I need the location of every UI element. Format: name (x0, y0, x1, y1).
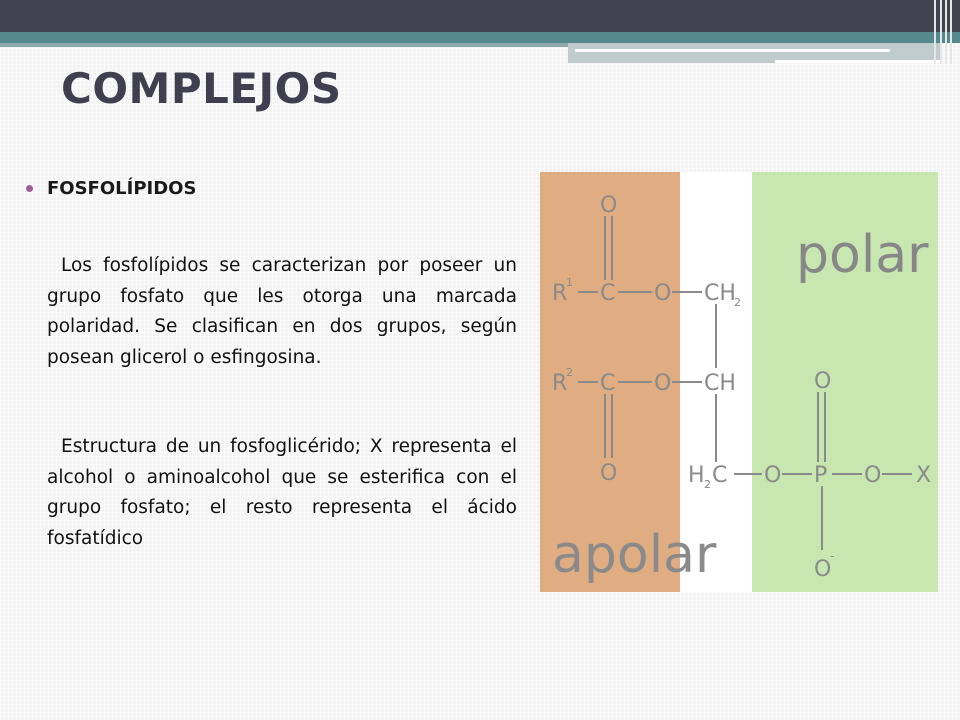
atom-o1-top: O (600, 193, 618, 218)
atom-r2-superscript: 2 (566, 366, 573, 379)
atom-o2-bottom: O (600, 461, 618, 486)
slide-title: COMPLEJOS (61, 64, 342, 113)
atom-ch2: CH (704, 281, 736, 306)
atom-r2: R (552, 371, 568, 396)
atom-r1-superscript: 1 (566, 276, 573, 289)
bullet-dot-icon (26, 185, 33, 192)
atom-p: P (814, 463, 828, 488)
atom-h2c-c: C (712, 463, 728, 488)
phosphoglyceride-structure-figure (540, 172, 938, 592)
apolar-label: apolar (552, 525, 717, 585)
atom-o2: O (654, 371, 672, 396)
header-highlight-line (575, 49, 890, 52)
atom-o-phosphate-bottom: O (814, 557, 832, 582)
atom-c1: C (600, 281, 616, 306)
atom-o-minus: - (830, 549, 835, 563)
atom-x: X (916, 463, 932, 488)
atom-h2c-subscript: 2 (704, 478, 711, 491)
atom-o1: O (654, 281, 672, 306)
header-bar (0, 0, 960, 32)
atom-ch2-subscript: 2 (734, 296, 741, 309)
polar-label: polar (796, 225, 929, 285)
atom-ch: CH (704, 371, 736, 396)
atom-c2: C (600, 371, 616, 396)
atom-o4: O (864, 463, 882, 488)
bullet-label: FOSFOLÍPIDOS (47, 178, 197, 199)
header-highlight-line-2 (775, 60, 940, 63)
header-accent-band (0, 32, 960, 43)
header-vertical-lines (928, 0, 960, 64)
bullet-item (26, 178, 196, 199)
header-shadow-band (0, 43, 570, 47)
atom-r1: R (552, 281, 568, 306)
atom-h2c-h: H (688, 463, 705, 488)
atom-o-phosphate-top: O (814, 369, 832, 394)
structure-caption-paragraph: Estructura de un fosfoglicérido; X representa el alcohol o aminoalcohol que se esterifica con el grupo fosfato; el resto representa el ácido fosfatídico (47, 436, 517, 549)
atom-o3: O (764, 463, 782, 488)
description-paragraph: Los fosfolípidos se caracterizan por poseer un grupo fosfato que les otorga una marcada polaridad. Se clasifican en dos grupos, según posean glicerol o esfingosina. (47, 255, 517, 368)
